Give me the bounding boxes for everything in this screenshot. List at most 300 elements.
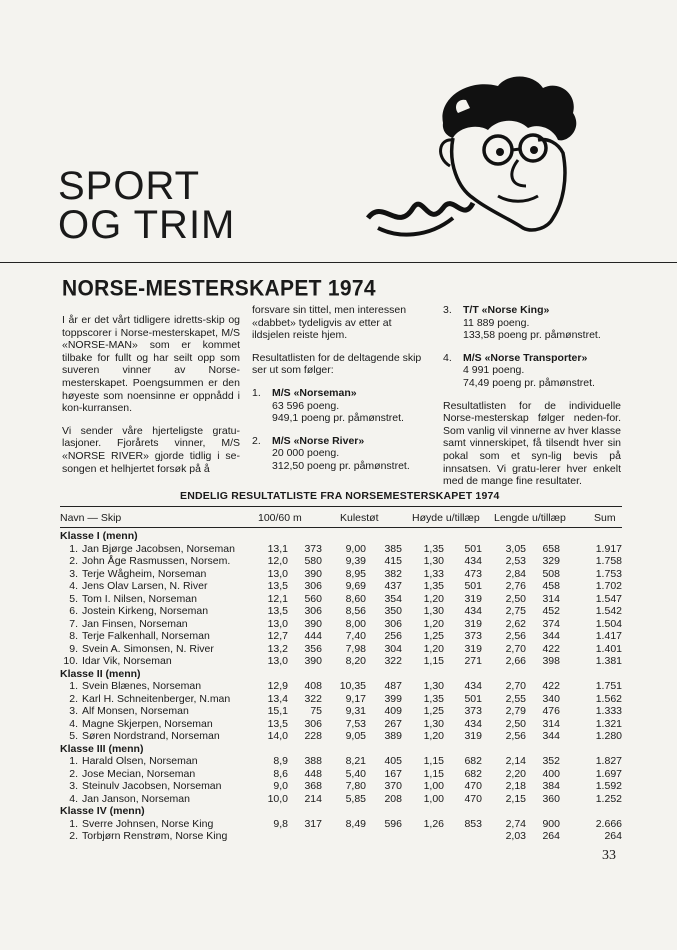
table-cell: 388 <box>304 755 322 767</box>
table-cell: 8,6 <box>273 767 288 780</box>
table-cell: 13,4 <box>267 692 288 705</box>
table-row <box>60 580 622 593</box>
table-row <box>60 593 622 606</box>
table-cell: 1. <box>69 755 78 767</box>
table-cell: 7,98 <box>345 642 366 655</box>
table-cell: 4. <box>69 792 78 805</box>
table-cell: 9,69 <box>345 580 366 592</box>
table-row <box>60 818 622 831</box>
table-cell: 382 <box>384 567 402 580</box>
table-cell: 487 <box>384 680 402 692</box>
table-cell: 1.542 <box>595 605 622 617</box>
table-cell: 853 <box>464 817 482 830</box>
table-cell: 373 <box>464 705 482 717</box>
table-cell: Steinulv Jacobsen, Norseman <box>82 780 222 792</box>
ship-points-per-crew: 133,58 poeng pr. påmønstret. <box>463 329 601 342</box>
class-header-row <box>60 805 622 818</box>
table-cell: 1.401 <box>595 642 622 655</box>
table-cell: 900 <box>542 817 560 830</box>
ship-rank: 3. <box>443 304 452 316</box>
table-cell: 2,56 <box>505 630 526 642</box>
table-cell: Sverre Johnsen, Norse King <box>82 817 214 830</box>
table-row <box>60 618 622 631</box>
table-cell: 1,30 <box>423 717 444 730</box>
table-cell: 1,00 <box>423 780 444 792</box>
table-cell: 8,9 <box>273 755 288 767</box>
table-cell <box>254 830 288 843</box>
table-cell: 2,66 <box>505 655 526 667</box>
table-cell: 319 <box>464 592 482 605</box>
table-cell: 75 <box>310 705 322 717</box>
header-sum: Sum <box>594 512 616 524</box>
table-cell: 10,35 <box>339 680 366 692</box>
table-cell: 6. <box>69 605 78 617</box>
table-cell: 1,25 <box>423 705 444 717</box>
table-cell: 329 <box>542 555 560 567</box>
table-cell: 356 <box>304 642 322 655</box>
table-cell: 352 <box>542 755 560 767</box>
table-cell: 3,05 <box>505 542 526 555</box>
table-cell: 7,40 <box>345 630 366 642</box>
table-cell: 7,53 <box>345 717 366 730</box>
table-cell: 2,70 <box>505 680 526 692</box>
table-row <box>60 643 622 656</box>
class-label: Klasse IV (menn) <box>60 805 145 817</box>
ship-result <box>443 304 621 342</box>
table-cell <box>366 830 402 843</box>
table-cell: 9,05 <box>345 730 366 742</box>
table-cell: 374 <box>542 617 560 630</box>
table-cell: 415 <box>384 555 402 567</box>
table-cell: 390 <box>304 655 322 667</box>
table-cell: 473 <box>464 567 482 580</box>
col2-paragraph-2: Resultatlisten for de deltagende skip ser ut som følger: <box>252 351 422 377</box>
table-cell: 2. <box>69 555 78 567</box>
table-cell: 2,70 <box>505 642 526 655</box>
article-column-1 <box>62 314 240 485</box>
table-cell: 682 <box>464 755 482 767</box>
table-cell: 3. <box>69 567 78 580</box>
ship-points: 20 000 poeng. <box>272 447 340 460</box>
table-cell: 1,30 <box>423 555 444 567</box>
table-cell: 344 <box>542 630 560 642</box>
table-cell: 1,33 <box>423 567 444 580</box>
results-table-title: ENDELIG RESULTATLISTE FRA NORSEMESTERSKAPET 1974 <box>180 490 500 502</box>
ship-points: 11 889 poeng. <box>463 316 530 329</box>
article-column-2 <box>252 304 430 483</box>
table-cell: Karl H. Schneitenberger, N.man <box>82 692 231 705</box>
table-cell: 2. <box>69 767 78 780</box>
table-cell: 458 <box>542 580 560 592</box>
table-cell: 13,1 <box>267 542 288 555</box>
cartoon-face-illustration <box>358 68 618 243</box>
table-cell: 9,8 <box>273 817 288 830</box>
table-row <box>60 730 622 743</box>
table-cell: 9,39 <box>345 555 366 567</box>
table-cell: 1,30 <box>423 680 444 692</box>
table-cell: 2,76 <box>505 580 526 592</box>
table-cell <box>322 830 366 843</box>
table-cell: 398 <box>542 655 560 667</box>
table-row <box>60 680 622 693</box>
table-cell: Jose Mecian, Norseman <box>82 767 196 780</box>
article-headline: NORSE-MESTERSKAPET 1974 <box>62 276 376 301</box>
table-cell: 4. <box>69 580 78 592</box>
table-cell: 13,5 <box>267 580 288 592</box>
table-cell: 256 <box>384 630 402 642</box>
table-cell: 434 <box>464 605 482 617</box>
table-cell: 400 <box>542 767 560 780</box>
table-cell: Tom I. Nilsen, Norseman <box>82 592 197 605</box>
table-cell: Svein Blænes, Norseman <box>82 680 202 692</box>
table-cell: 10. <box>63 655 78 667</box>
class-header-row <box>60 668 622 681</box>
table-cell: 508 <box>542 567 560 580</box>
table-cell: 2,75 <box>505 605 526 617</box>
table-cell: Svein A. Simonsen, N. River <box>82 642 214 655</box>
table-cell: 306 <box>384 617 402 630</box>
table-cell: Torbjørn Renstrøm, Norse King <box>82 830 228 842</box>
table-cell: 314 <box>542 592 560 605</box>
table-cell: 5,85 <box>345 792 366 805</box>
table-cell: 373 <box>304 542 322 555</box>
table-cell <box>402 830 444 843</box>
table-cell: 8,95 <box>345 567 366 580</box>
col1-paragraph-1: I år er det vårt tidligere idretts-skip og toppscorer i Norse-mesterskapet, M/S «NORSE-MAN» som er kommet tilbake for fullt og har seilt opp som suveren vinner av Norse-mesterskapet. Poengsummen er den høyeste som noensinne er oppnådd i kon-kurransen. <box>62 314 240 415</box>
ship-result <box>252 387 430 425</box>
table-row <box>60 780 622 793</box>
table-cell: Jan Janson, Norseman <box>82 792 190 805</box>
table-cell: Terje Wågheim, Norseman <box>82 567 207 580</box>
ship-name: M/S «Norse River» <box>272 434 365 447</box>
table-cell: 1,20 <box>423 592 444 605</box>
table-cell: 1,25 <box>423 630 444 642</box>
table-row <box>60 693 622 706</box>
table-cell: 1,15 <box>423 767 444 780</box>
table-cell: 4. <box>69 717 78 730</box>
table-cell: 8,49 <box>345 817 366 830</box>
table-cell: 1.751 <box>595 680 622 692</box>
table-cell: 682 <box>464 767 482 780</box>
table-cell: 2,84 <box>505 567 526 580</box>
class-label: Klasse II (menn) <box>60 667 141 680</box>
table-row <box>60 605 622 618</box>
table-cell: 1,35 <box>423 542 444 555</box>
ship-points: 63 596 poeng. <box>272 399 340 412</box>
table-cell: 444 <box>304 630 322 642</box>
table-cell: 271 <box>464 655 482 667</box>
table-cell: 434 <box>464 680 482 692</box>
table-cell: 1,20 <box>423 730 444 742</box>
table-cell: 354 <box>384 592 402 605</box>
table-cell: 2,53 <box>505 555 526 567</box>
table-cell: 7,80 <box>345 780 366 792</box>
table-cell: 264 <box>542 830 560 842</box>
header-run: 100/60 m <box>258 512 302 524</box>
table-cell: 370 <box>384 780 402 792</box>
table-cell: 1.381 <box>595 655 622 667</box>
table-row <box>60 655 622 668</box>
ship-result <box>252 435 430 473</box>
ship-name: M/S «Norse Transporter» <box>463 351 588 364</box>
table-cell: Jens Olav Larsen, N. River <box>82 580 208 592</box>
table-row <box>60 543 622 556</box>
table-cell: 7. <box>69 617 78 630</box>
table-cell: 1.252 <box>595 792 622 805</box>
table-cell: 560 <box>304 592 322 605</box>
table-cell: 8,21 <box>345 755 366 767</box>
table-cell: Alf Monsen, Norseman <box>82 705 189 717</box>
table-cell: Jan Bjørge Jacobsen, Norseman <box>82 542 235 555</box>
table-cell: Terje Falkenhall, Norseman <box>82 630 210 642</box>
table-cell: 3. <box>69 705 78 717</box>
ship-points-per-crew: 312,50 poeng pr. påmønstret. <box>272 459 410 472</box>
table-header-rule <box>60 527 622 528</box>
table-cell: 384 <box>542 780 560 792</box>
table-cell: 385 <box>384 542 402 555</box>
table-cell: 319 <box>464 730 482 742</box>
table-cell: 13,2 <box>267 642 288 655</box>
section-title-line1: SPORT <box>58 164 201 208</box>
ship-rank: 2. <box>252 434 261 447</box>
table-cell: 1,00 <box>423 792 444 805</box>
page-number: 33 <box>602 848 616 863</box>
table-cell: Jostein Kirkeng, Norseman <box>82 605 209 617</box>
table-cell: 304 <box>384 642 402 655</box>
table-cell: 5. <box>69 592 78 605</box>
table-cell: 2,56 <box>505 730 526 742</box>
col3-paragraph-1: Resultatlisten for de individuelle Norse-mesterskap følger neden-for. Som vanlig vil vinnerne av hver klasse samt vinnerskipet, få tilsendt hver sin pokal som et syn-lig bevis på innsatsen. Vi gratu-lerer hver enkelt med de mange fine resultater. <box>443 399 621 488</box>
table-cell <box>288 830 322 843</box>
table-cell: 1,35 <box>423 580 444 592</box>
table-cell: Søren Nordstrand, Norseman <box>82 730 220 742</box>
table-cell: 1. <box>69 680 78 692</box>
table-cell: 322 <box>304 692 322 705</box>
table-cell: 306 <box>304 580 322 592</box>
section-title-line2: OG TRIM <box>58 203 236 247</box>
table-cell: 409 <box>384 705 402 717</box>
table-cell: 389 <box>384 730 402 742</box>
table-cell: 2,14 <box>505 755 526 767</box>
table-cell: 2,20 <box>505 767 526 780</box>
article-column-3 <box>443 304 621 498</box>
table-cell: 1. <box>69 817 78 830</box>
results-table <box>60 530 622 843</box>
table-cell: 2,15 <box>505 792 526 805</box>
table-cell: 476 <box>542 705 560 717</box>
table-cell: 167 <box>384 767 402 780</box>
table-cell: 13,0 <box>267 617 288 630</box>
table-cell: 501 <box>464 580 482 592</box>
table-cell: 373 <box>464 630 482 642</box>
table-row <box>60 755 622 768</box>
table-cell: 9,31 <box>345 705 366 717</box>
table-cell: 2,79 <box>505 705 526 717</box>
table-cell: 8,00 <box>345 617 366 630</box>
table-cell <box>444 830 482 843</box>
table-cell: 2. <box>69 692 78 705</box>
table-cell: 368 <box>304 780 322 792</box>
table-cell: 12,9 <box>267 680 288 692</box>
table-cell: 13,0 <box>267 567 288 580</box>
table-cell: 8,20 <box>345 655 366 667</box>
table-cell: 2,62 <box>505 617 526 630</box>
table-cell: 1.592 <box>595 780 622 792</box>
table-cell: 422 <box>542 642 560 655</box>
table-cell: 408 <box>304 680 322 692</box>
table-cell: 1,20 <box>423 642 444 655</box>
header-divider <box>0 262 677 263</box>
table-cell: 1.562 <box>595 692 622 705</box>
table-row <box>60 630 622 643</box>
table-cell: 434 <box>464 555 482 567</box>
header-high: Høyde u/tillæp <box>412 512 480 524</box>
table-cell: 437 <box>384 580 402 592</box>
table-cell: 306 <box>304 717 322 730</box>
table-cell: Harald Olsen, Norseman <box>82 755 198 767</box>
ship-name: T/T «Norse King» <box>463 304 550 316</box>
table-row <box>60 555 622 568</box>
table-cell: 2,03 <box>505 830 526 842</box>
table-cell: 1,20 <box>423 617 444 630</box>
table-cell: 1.702 <box>595 580 622 592</box>
table-cell: 1.697 <box>595 767 622 780</box>
table-cell: 1,26 <box>423 817 444 830</box>
ship-rank: 1. <box>252 386 261 399</box>
table-cell: 1.827 <box>595 755 622 767</box>
table-row <box>60 705 622 718</box>
table-cell: 1,15 <box>423 655 444 667</box>
col2-paragraph-1: forsvare sin tittel, men interessen «dabbet» tydeligvis av etter at ildsjelen reiste hjem. <box>252 304 407 342</box>
table-cell: 15,1 <box>267 705 288 717</box>
table-cell: 5. <box>69 730 78 742</box>
table-cell: 422 <box>542 680 560 692</box>
header-shot: Kulestøt <box>340 512 379 524</box>
table-cell: 448 <box>304 767 322 780</box>
table-row <box>60 568 622 581</box>
class-label: Klasse I (menn) <box>60 530 138 542</box>
table-cell: 10,0 <box>267 792 288 805</box>
table-row <box>60 830 622 843</box>
table-cell: 13,0 <box>267 655 288 667</box>
ship-points-per-crew: 74,49 poeng pr. påmønstret. <box>463 376 595 389</box>
table-cell: 340 <box>542 692 560 705</box>
table-cell: 470 <box>464 780 482 792</box>
table-cell: Jan Finsen, Norseman <box>82 617 188 630</box>
header-long: Lengde u/tillæp <box>494 512 566 524</box>
table-cell: 360 <box>542 792 560 805</box>
table-cell: 2,18 <box>505 780 526 792</box>
table-cell: 317 <box>304 817 322 830</box>
class-label: Klasse III (menn) <box>60 742 144 755</box>
table-cell: 434 <box>464 717 482 730</box>
table-cell: Magne Skjerpen, Norseman <box>82 717 213 730</box>
table-cell: 1,15 <box>423 755 444 767</box>
table-cell: 319 <box>464 642 482 655</box>
ship-points-per-crew: 949,1 poeng pr. påmønstret. <box>272 412 404 425</box>
table-cell: 350 <box>384 605 402 617</box>
table-cell: 214 <box>304 792 322 805</box>
table-cell: 267 <box>384 717 402 730</box>
table-cell: 12,0 <box>267 555 288 567</box>
table-cell: 3. <box>69 780 78 792</box>
table-cell: 470 <box>464 792 482 805</box>
table-cell: 306 <box>304 605 322 617</box>
table-cell: 12,7 <box>267 630 288 642</box>
table-cell: 1.417 <box>595 630 622 642</box>
table-cell: 8. <box>69 630 78 642</box>
table-cell: 319 <box>464 617 482 630</box>
table-cell: 9,00 <box>345 542 366 555</box>
table-cell: 2.666 <box>595 817 622 830</box>
table-cell: 2,50 <box>505 592 526 605</box>
table-cell: 501 <box>464 542 482 555</box>
table-cell: 1.753 <box>595 567 622 580</box>
table-cell: 9,0 <box>273 780 288 792</box>
ship-name: M/S «Norseman» <box>272 386 357 399</box>
table-cell: 13,5 <box>267 605 288 617</box>
table-cell: John Åge Rasmussen, Norsem. <box>82 555 231 567</box>
table-cell: 14,0 <box>267 730 288 742</box>
table-cell: 9,17 <box>345 692 366 705</box>
table-cell: 2,55 <box>505 692 526 705</box>
table-cell: 1.917 <box>595 542 622 555</box>
table-cell: 405 <box>384 755 402 767</box>
table-cell: 390 <box>304 617 322 630</box>
table-cell: 264 <box>604 830 622 842</box>
table-cell: 1.504 <box>595 617 622 630</box>
table-row <box>60 718 622 731</box>
col1-paragraph-2: Vi sender våre hjerteligste gratu-lasjoner. Fjorårets vinner, M/S «NORSE RIVER» gjorde tidlig i se-songen et helhjertet forsøk på å <box>62 424 240 475</box>
table-cell: 1.547 <box>595 592 622 605</box>
table-cell: 658 <box>542 542 560 555</box>
table-cell: 2,50 <box>505 717 526 730</box>
table-cell: 228 <box>304 730 322 742</box>
table-cell: 1,30 <box>423 605 444 617</box>
table-row <box>60 768 622 781</box>
table-row <box>60 793 622 806</box>
table-cell: 580 <box>304 555 322 567</box>
table-cell: 8,60 <box>345 592 366 605</box>
table-cell: 322 <box>384 655 402 667</box>
header-name: Navn — Skip <box>60 512 122 524</box>
table-cell: 13,5 <box>267 717 288 730</box>
table-cell: 452 <box>542 605 560 617</box>
table-cell: 1.333 <box>595 705 622 717</box>
table-cell: 9. <box>69 642 78 655</box>
table-cell: 1. <box>69 542 78 555</box>
ship-result <box>443 352 621 390</box>
table-cell: Idar Vik, Norseman <box>82 655 172 667</box>
table-cell: 501 <box>464 692 482 705</box>
table-cell: 596 <box>384 817 402 830</box>
table-cell: 1.321 <box>595 717 622 730</box>
table-top-rule <box>60 506 622 507</box>
table-cell: 208 <box>384 792 402 805</box>
table-cell: 2,74 <box>505 817 526 830</box>
table-cell: 1,35 <box>423 692 444 705</box>
class-header-row <box>60 530 622 543</box>
table-cell: 1.280 <box>595 730 622 742</box>
class-header-row <box>60 743 622 756</box>
table-cell: 12,1 <box>267 592 288 605</box>
table-cell: 8,56 <box>345 605 366 617</box>
table-cell: 390 <box>304 567 322 580</box>
ship-points: 4 991 poeng. <box>463 364 525 377</box>
table-cell: 399 <box>384 692 402 705</box>
table-cell: 5,40 <box>345 767 366 780</box>
table-cell: 2. <box>69 830 78 842</box>
